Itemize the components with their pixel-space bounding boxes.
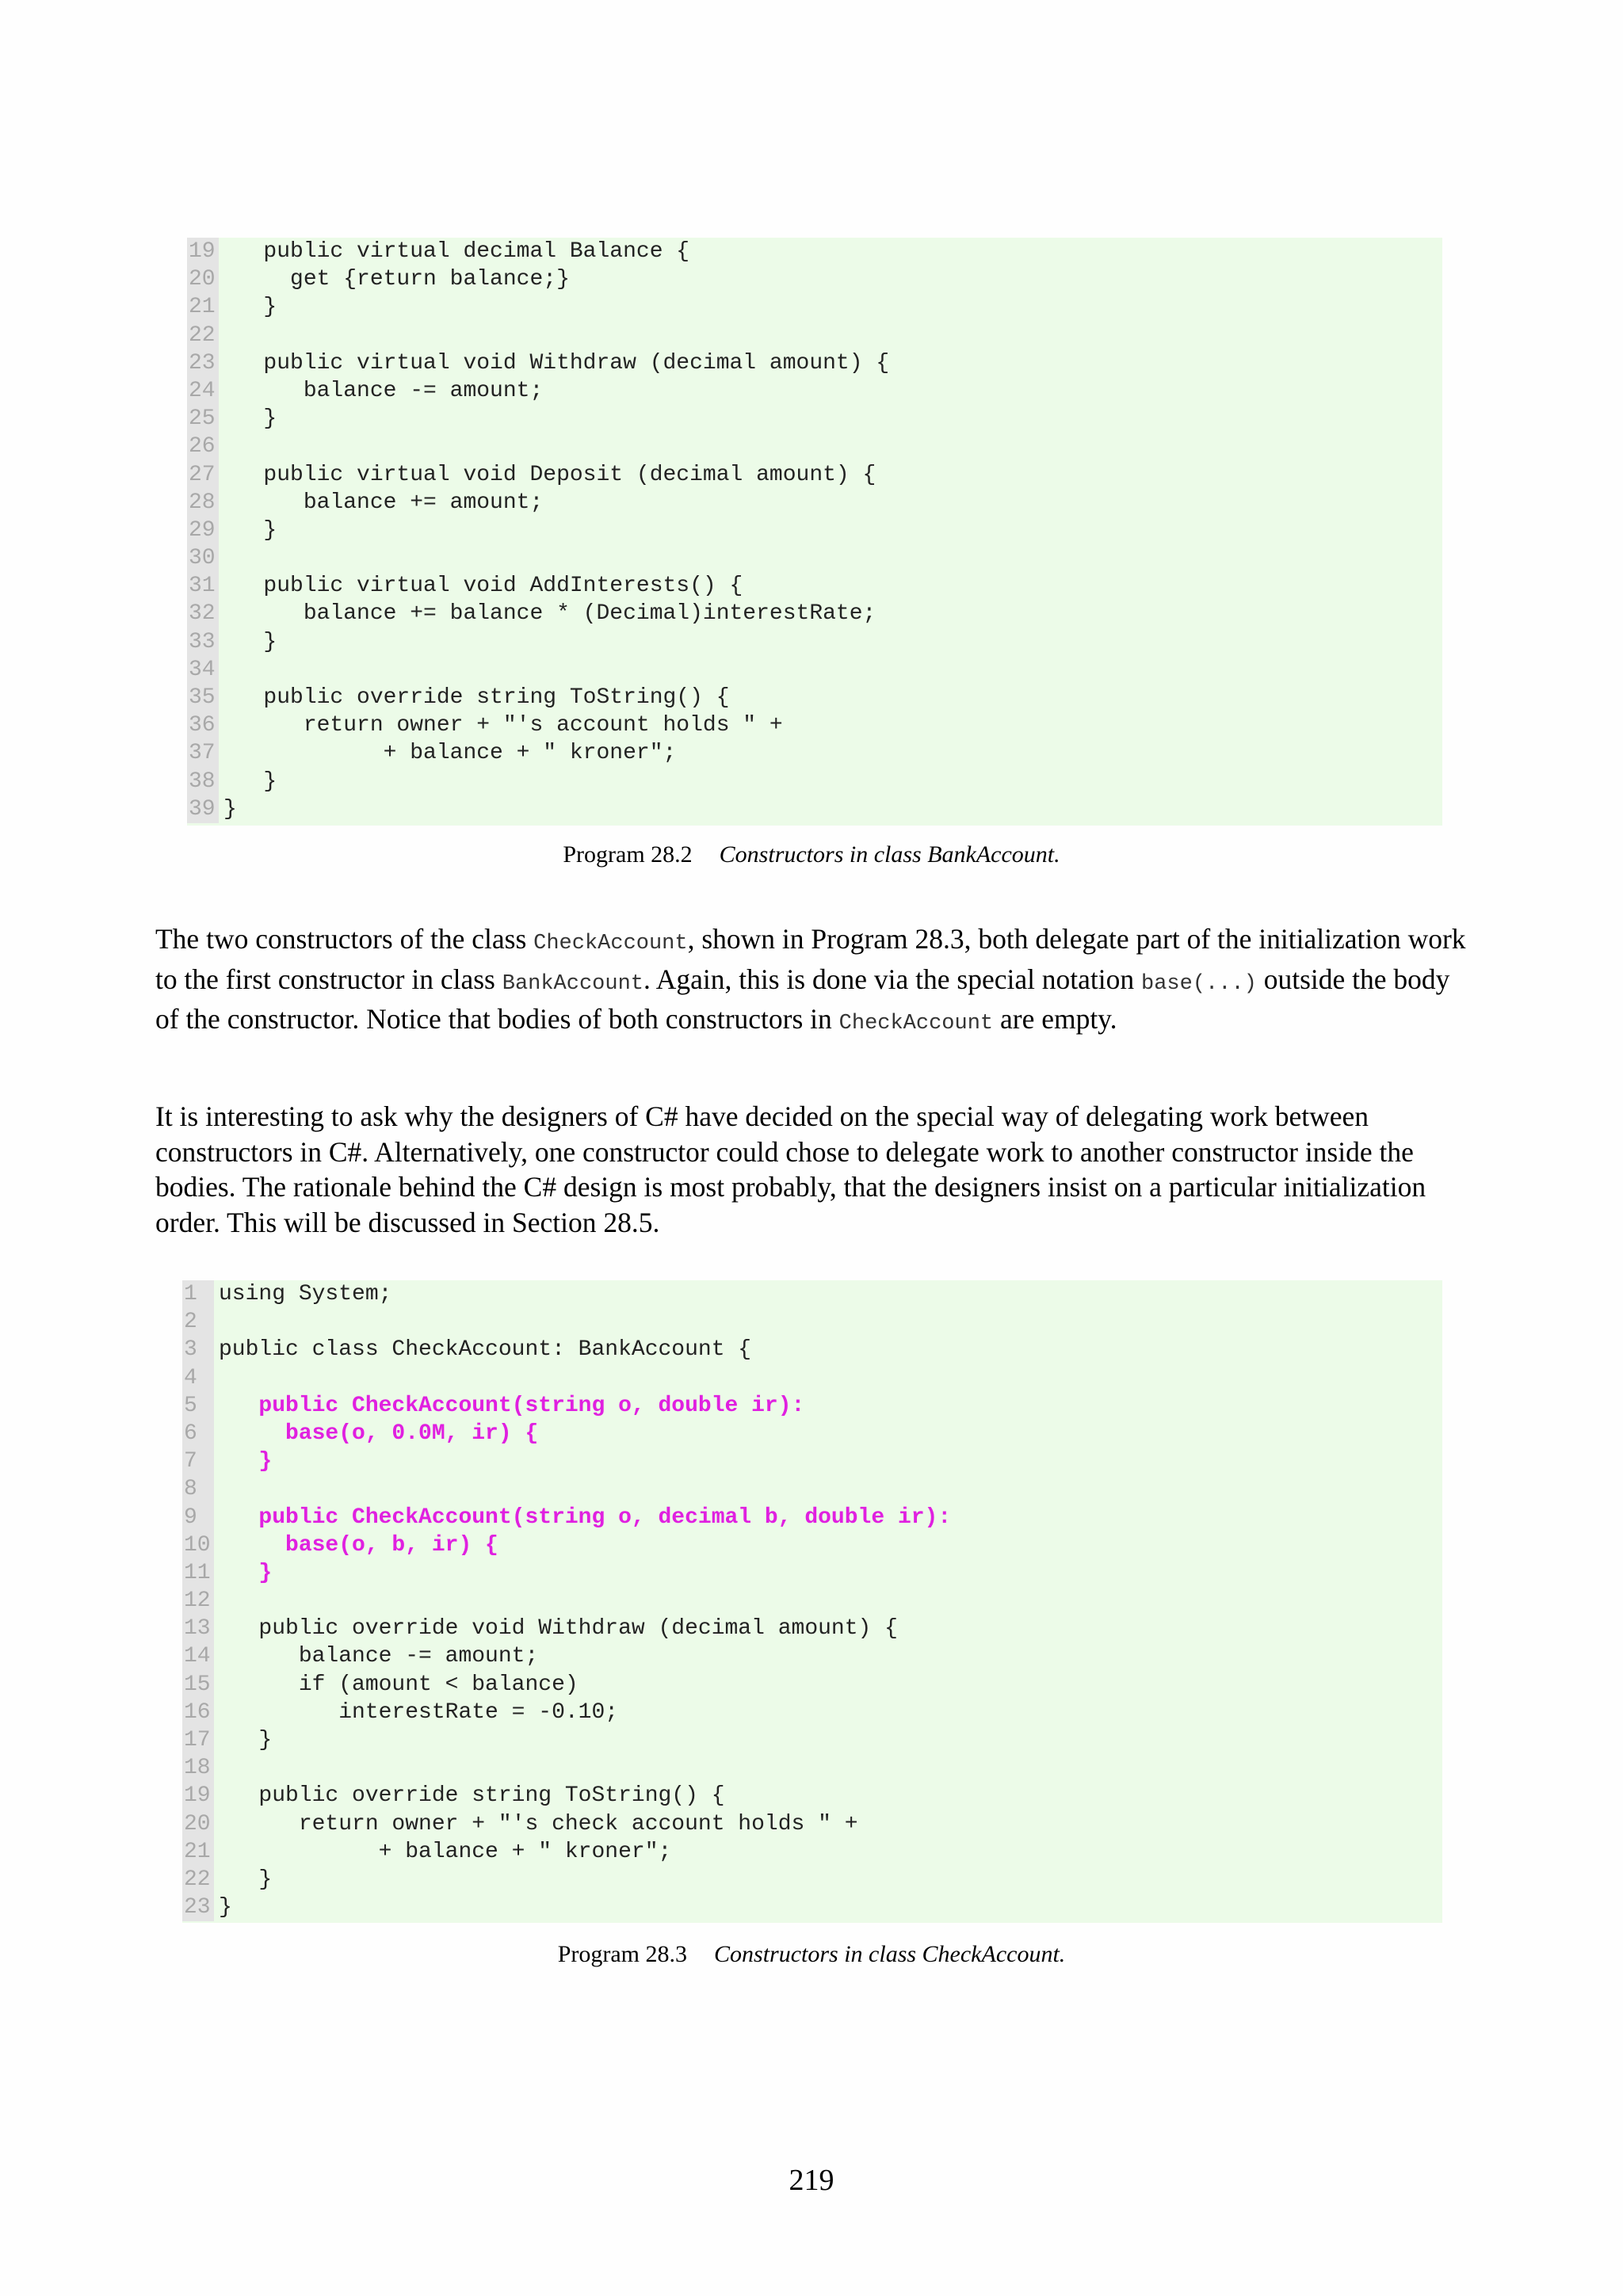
code-line — [187, 544, 1442, 572]
line-number: 28 — [187, 489, 219, 517]
line-number: 22 — [182, 1866, 214, 1894]
code-text: public virtual void Withdraw (decimal amount) { — [223, 350, 890, 376]
code-line — [182, 1559, 1442, 1587]
code-line — [182, 1642, 1442, 1670]
line-number: 12 — [182, 1587, 214, 1615]
code-text: public override string ToString() { — [219, 1783, 725, 1809]
line-number: 16 — [182, 1699, 214, 1726]
code-text — [219, 322, 223, 349]
line-number: 23 — [182, 1894, 214, 1921]
code-text-highlighted: base(o, b, ir) { — [219, 1532, 498, 1558]
code-text: get {return balance;} — [223, 267, 570, 292]
code-line — [182, 1420, 1442, 1447]
code-text: } — [219, 1895, 232, 1920]
code-line — [182, 1364, 1442, 1392]
code-text — [219, 544, 223, 572]
line-number: 19 — [187, 238, 219, 265]
inline-code: BankAccount — [502, 971, 643, 996]
line-number: 15 — [182, 1671, 214, 1699]
code-text — [214, 1587, 219, 1615]
line-number: 5 — [182, 1392, 214, 1420]
line-number: 30 — [187, 544, 219, 572]
line-number: 4 — [182, 1364, 214, 1392]
line-number: 13 — [182, 1615, 214, 1642]
code-text: public override void Withdraw (decimal amount) { — [219, 1616, 898, 1642]
code-line — [187, 405, 1442, 433]
code-line — [187, 572, 1442, 600]
code-text-highlighted: public CheckAccount(string o, double ir): — [219, 1393, 805, 1418]
code-text: return owner + "'s account holds " + — [223, 713, 783, 738]
code-line — [182, 1392, 1442, 1420]
code-text — [214, 1754, 219, 1782]
line-number: 25 — [187, 405, 219, 433]
code-text: } — [223, 769, 277, 794]
code-text — [214, 1308, 219, 1336]
code-line — [187, 739, 1442, 767]
code-text — [214, 1475, 219, 1503]
code-line — [182, 1866, 1442, 1894]
code-text-highlighted: base(o, 0.0M, ir) { — [219, 1421, 539, 1446]
line-number: 8 — [182, 1475, 214, 1503]
line-number: 7 — [182, 1447, 214, 1475]
code-text: balance += amount; — [223, 490, 544, 515]
page-number: 219 — [789, 2164, 834, 2197]
code-line — [182, 1475, 1442, 1503]
line-number: 33 — [187, 628, 219, 656]
text-run: The two constructors of the class — [155, 923, 534, 955]
code-line — [187, 600, 1442, 627]
code-text: return owner + "'s check account holds " + — [219, 1811, 858, 1836]
code-line — [182, 1280, 1442, 1308]
code-line — [187, 517, 1442, 544]
line-number: 14 — [182, 1642, 214, 1670]
line-number: 11 — [182, 1559, 214, 1587]
code-line — [182, 1754, 1442, 1782]
code-text: public virtual void AddInterests() { — [223, 574, 743, 599]
code-text: interestRate = -0.10; — [219, 1699, 619, 1725]
line-number: 38 — [187, 768, 219, 795]
code-line — [182, 1726, 1442, 1754]
code-text: public class CheckAccount: BankAccount { — [219, 1337, 752, 1363]
code-text: + balance + " kroner"; — [223, 741, 677, 766]
inline-code: CheckAccount — [838, 1012, 994, 1035]
code-text: } — [223, 406, 277, 432]
line-number: 21 — [182, 1838, 214, 1866]
code-text: using System; — [219, 1282, 392, 1306]
code-line — [187, 795, 1442, 823]
line-number: 9 — [182, 1504, 214, 1531]
code-text: } — [219, 1728, 273, 1753]
code-text: } — [219, 1867, 273, 1892]
line-number: 2 — [182, 1308, 214, 1336]
line-number: 6 — [182, 1420, 214, 1447]
program-caption — [0, 841, 1623, 868]
code-line — [187, 628, 1442, 656]
code-line — [187, 433, 1442, 460]
code-line — [182, 1671, 1442, 1699]
caption-description: Constructors in class BankAccount. — [719, 841, 1060, 868]
body-paragraph — [155, 921, 1471, 1042]
code-listing-bankaccount — [187, 238, 1442, 826]
code-text: if (amount < balance) — [219, 1672, 579, 1697]
code-text-highlighted: } — [219, 1449, 273, 1474]
code-text: balance -= amount; — [219, 1644, 539, 1669]
code-text: + balance + " kroner"; — [219, 1839, 672, 1864]
code-line — [187, 377, 1442, 405]
text-run: are empty. — [993, 1003, 1117, 1035]
code-line — [187, 293, 1442, 321]
code-line — [182, 1894, 1442, 1921]
line-number: 23 — [187, 349, 219, 377]
line-number: 39 — [187, 795, 219, 823]
code-line — [182, 1336, 1442, 1363]
code-line — [182, 1531, 1442, 1559]
code-line — [182, 1810, 1442, 1838]
line-number: 29 — [187, 517, 219, 544]
line-number: 31 — [187, 572, 219, 600]
line-number: 3 — [182, 1336, 214, 1363]
code-line — [187, 238, 1442, 265]
text-run: . Again, this is done via the special notation — [643, 963, 1142, 995]
line-number: 26 — [187, 433, 219, 460]
code-listing-checkaccount — [182, 1280, 1442, 1923]
line-number: 35 — [187, 684, 219, 711]
code-line — [187, 684, 1442, 711]
code-line — [182, 1699, 1442, 1726]
code-text: balance += balance * (Decimal)interestRate; — [223, 601, 876, 627]
code-line — [187, 656, 1442, 684]
body-paragraph: It is interesting to ask why the designers of C# have decided on the special way of delegating work between constructors in C#. Alternatively, one constructor could chose to delegate work to another constructor inside the bodies. The rationale behind the C# design is most probably, that the designers insist on a particular initialization order. This will be discussed in Section 28.5. — [155, 1100, 1426, 1238]
inline-code: CheckAccount — [533, 932, 688, 955]
code-text-highlighted: } — [219, 1560, 273, 1585]
caption-number: Program 28.2 — [563, 841, 693, 868]
code-text: public virtual void Deposit (decimal amount) { — [223, 462, 876, 487]
caption-description: Constructors in class CheckAccount. — [714, 1941, 1066, 1967]
line-number: 27 — [187, 461, 219, 489]
code-line — [187, 461, 1442, 489]
line-number: 34 — [187, 656, 219, 684]
code-text — [219, 433, 223, 460]
line-number: 21 — [187, 293, 219, 321]
text-run: , shown in Program 28.3, both delegate part of the initialization work to the first constructor in class — [155, 923, 1466, 995]
line-number: 22 — [187, 322, 219, 349]
code-line — [182, 1308, 1442, 1336]
code-text: } — [223, 295, 277, 320]
code-line — [182, 1615, 1442, 1642]
code-line — [182, 1447, 1442, 1475]
line-number: 20 — [187, 265, 219, 293]
line-number: 10 — [182, 1531, 214, 1559]
code-line — [187, 265, 1442, 293]
code-text: public virtual decimal Balance { — [223, 239, 690, 264]
line-number: 36 — [187, 711, 219, 739]
code-text: } — [223, 796, 237, 822]
caption-number: Program 28.3 — [557, 1941, 688, 1967]
code-line — [187, 711, 1442, 739]
code-line — [182, 1838, 1442, 1866]
code-text — [214, 1364, 219, 1392]
code-line — [182, 1504, 1442, 1531]
code-text — [219, 656, 223, 684]
code-text: public override string ToString() { — [223, 685, 730, 710]
line-number: 32 — [187, 600, 219, 627]
line-number: 17 — [182, 1726, 214, 1754]
code-line — [187, 322, 1442, 349]
code-text: } — [223, 629, 277, 654]
line-number: 24 — [187, 377, 219, 405]
code-line — [182, 1587, 1442, 1615]
code-line — [187, 768, 1442, 795]
code-line — [182, 1782, 1442, 1810]
code-line — [187, 349, 1442, 377]
line-number: 1 — [182, 1280, 214, 1308]
code-line — [187, 489, 1442, 517]
program-caption — [0, 1941, 1623, 1968]
line-number: 19 — [182, 1782, 214, 1810]
line-number: 18 — [182, 1754, 214, 1782]
text-run: outside the body of the constructor. Notice that bodies of both constructors in — [155, 963, 1450, 1035]
code-text: } — [223, 517, 277, 543]
code-text: balance -= amount; — [223, 378, 544, 403]
line-number: 20 — [182, 1810, 214, 1838]
code-text-highlighted: public CheckAccount(string o, decimal b, double ir): — [219, 1505, 952, 1530]
line-number: 37 — [187, 739, 219, 767]
inline-code: base(...) — [1141, 971, 1257, 996]
